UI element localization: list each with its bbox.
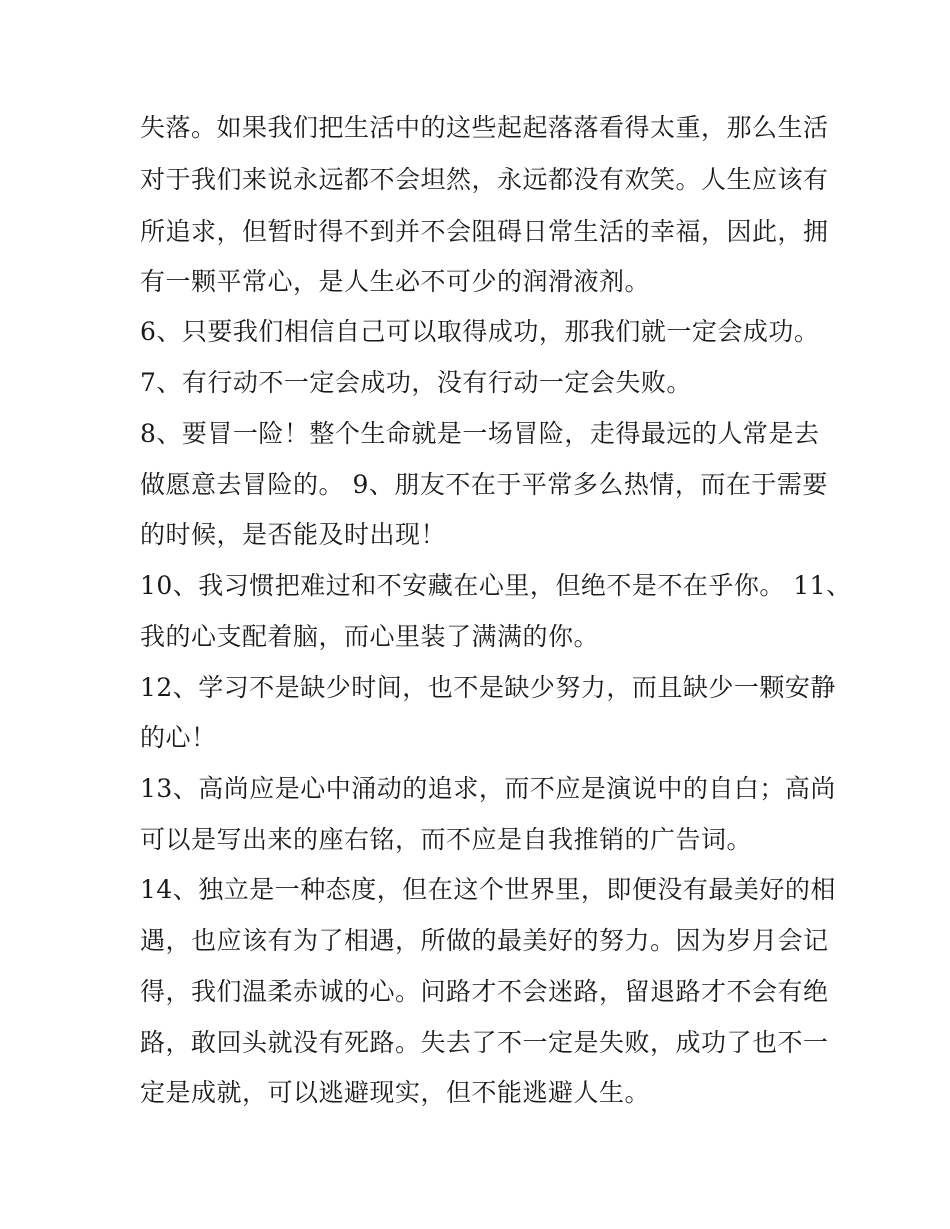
text-line: 得，我们温柔赤诚的心。问路才不会迷路，留退路才不会有绝	[140, 977, 829, 1006]
text-line: 10、我习惯把难过和不安藏在心里，但绝不是不在乎你。 11、	[140, 571, 852, 600]
text-line: 有一颗平常心，是人生必不可少的润滑液剂。	[140, 267, 651, 296]
text-line: 失落。如果我们把生活中的这些起起落落看得太重，那么生活	[140, 113, 829, 142]
text-line: 的时候，是否能及时出现！	[140, 520, 447, 549]
text-line: 定是成就，可以逃避现实，但不能逃避人生。	[140, 1078, 651, 1107]
text-line: 遇，也应该有为了相遇，所做的最美好的努力。因为岁月会记	[140, 926, 829, 955]
text-line: 所追求，但暂时得不到并不会阻碍日常生活的幸福，因此，拥	[140, 217, 829, 246]
text-line: 对于我们来说永远都不会坦然，永远都没有欢笑。人生应该有	[140, 165, 829, 194]
text-line: 14、独立是一种态度，但在这个世界里，即便没有最美好的相	[140, 875, 836, 904]
text-line: 7、有行动不一定会成功，没有行动一定会失败。	[140, 368, 692, 397]
text-line: 路，敢回头就没有死路。失去了不一定是失败，成功了也不一	[140, 1028, 829, 1057]
text-line: 6、只要我们相信自己可以取得成功，那我们就一定会成功。	[140, 317, 820, 346]
text-line: 13、高尚应是心中涌动的追求，而不应是演说中的自白；高尚	[140, 774, 836, 803]
text-line: 我的心支配着脑，而心里装了满满的你。	[140, 622, 600, 651]
text-line: 的心！	[140, 723, 217, 752]
text-line: 做愿意去冒险的。 9、朋友不在于平常多么热情，而在于需要	[140, 470, 828, 499]
text-line: 可以是写出来的座右铭，而不应是自我推销的广告词。	[140, 825, 753, 854]
text-line: 12、学习不是缺少时间，也不是缺少努力，而且缺少一颗安静	[140, 673, 836, 702]
text-line: 8、要冒一险！整个生命就是一场冒险，走得最远的人常是去	[140, 419, 820, 448]
